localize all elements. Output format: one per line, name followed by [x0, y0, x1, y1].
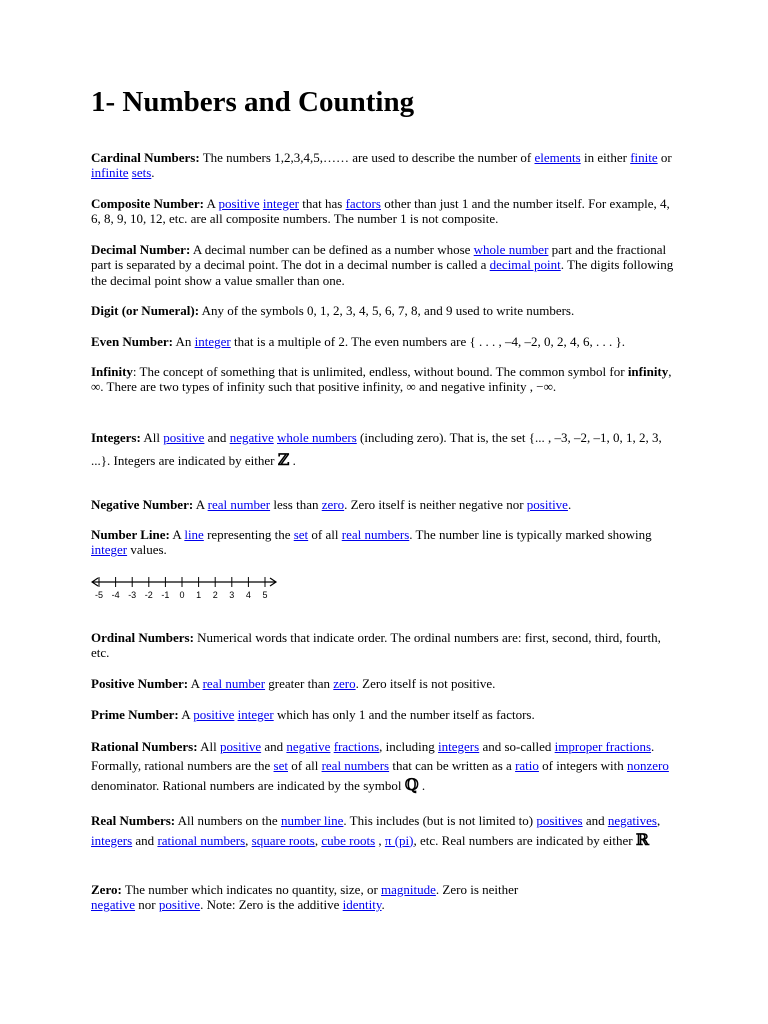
body-text: . The digits following the decimal point show a value smaller than one.: [91, 257, 674, 288]
glossary-link[interactable]: elements: [534, 150, 581, 165]
math-set-symbol: ℝ: [635, 829, 650, 849]
definition-positive-number: [91, 676, 681, 691]
glossary-link[interactable]: finite: [630, 150, 658, 165]
definition-negative-number: [91, 497, 681, 512]
body-text: An: [172, 334, 195, 349]
number-line-tick-label: 1: [196, 590, 202, 600]
glossary-link[interactable]: π (pi): [384, 832, 414, 848]
body-text: . Zero is neither: [435, 882, 519, 897]
term-label: Zero:: [91, 882, 122, 897]
body-text: . Formally, rational numbers are the: [91, 739, 655, 773]
glossary-link[interactable]: whole number: [473, 242, 549, 257]
body-text: .: [151, 165, 155, 181]
number-line-tick-label: -3: [128, 590, 137, 600]
body-text: or: [657, 150, 672, 165]
body-text: . Zero itself is neither negative nor: [344, 497, 527, 512]
term-label: Number Line:: [91, 527, 170, 542]
definition-composite-number: [91, 196, 681, 227]
definition-digit: [91, 303, 681, 318]
definition-rational-numbers: [91, 737, 681, 795]
glossary-link[interactable]: whole numbers: [276, 430, 357, 445]
body-text: . This includes (but is not limited to): [343, 813, 537, 828]
number-line-tick-label: 3: [229, 590, 235, 600]
term-label: Decimal Number:: [91, 242, 191, 257]
glossary-link[interactable]: real number: [202, 676, 266, 691]
glossary-link[interactable]: integer: [262, 196, 299, 211]
number-line-figure: [91, 571, 291, 607]
glossary-link[interactable]: factors: [345, 196, 381, 211]
body-text: Numerical words that indicate order. The ordinal numbers are: first, second, third, fourth, etc.: [91, 630, 661, 661]
glossary-link[interactable]: integer: [194, 334, 231, 349]
term-label: Cardinal Numbers:: [91, 150, 200, 165]
glossary-link[interactable]: negatives: [607, 813, 657, 828]
glossary-link[interactable]: positive: [218, 196, 260, 211]
glossary-link[interactable]: rational numbers: [157, 832, 246, 848]
number-line-tick-label: 2: [212, 590, 218, 600]
glossary-link[interactable]: improper fractions: [554, 739, 652, 754]
term-label: Infinity: [91, 364, 133, 379]
term-label: Positive Number:: [91, 676, 189, 691]
body-text: , ∞. There are two types of infinity such that positive infinity, ∞ and negative infinity , −∞.: [91, 364, 672, 395]
term-label: Digit (or Numeral):: [91, 303, 200, 318]
number-line-tick-label: 0: [179, 590, 185, 600]
body-text: of all: [308, 527, 342, 542]
glossary-link[interactable]: ratio: [515, 758, 539, 773]
body-text: A: [188, 676, 203, 691]
glossary-link[interactable]: integer: [91, 542, 128, 558]
number-line-tick-label: 5: [262, 590, 268, 600]
glossary-link[interactable]: decimal point: [489, 257, 561, 273]
glossary-link[interactable]: cube roots: [321, 832, 376, 848]
body-text: .: [381, 897, 385, 913]
glossary-link[interactable]: sets: [131, 165, 152, 181]
body-text: less than: [270, 497, 322, 512]
glossary-link[interactable]: nonzero: [627, 758, 669, 773]
body-text: , etc. Real numbers are indicated by either: [413, 832, 636, 848]
body-text: denominator. Rational numbers are indicated by the symbol: [91, 778, 405, 793]
glossary-link[interactable]: positive: [158, 897, 201, 913]
math-set-symbol: ℤ: [277, 450, 290, 469]
body-text: ,: [314, 832, 322, 848]
body-text: and: [204, 430, 230, 445]
glossary-link[interactable]: real numbers: [341, 527, 410, 542]
body-text: , including: [379, 739, 439, 754]
glossary-link[interactable]: positive: [193, 707, 235, 722]
glossary-link[interactable]: set: [293, 527, 309, 542]
body-text: that is a multiple of 2. The even numbers are { . . . , –4, –2, 0, 2, 4, 6, . . . }.: [230, 334, 625, 349]
term-label: Integers:: [91, 430, 141, 445]
body-text: representing the: [203, 527, 294, 542]
body-text: and: [582, 813, 608, 828]
body-text: All numbers on the: [175, 813, 281, 828]
body-text: part and the fractional part is separated by a decimal point. The dot in a decimal number is called a: [91, 242, 667, 273]
term-label: Even Number:: [91, 334, 173, 349]
body-text: All: [197, 739, 220, 754]
term-label: Negative Number:: [91, 497, 194, 512]
definition-zero: [91, 882, 521, 913]
body-text: and: [132, 832, 158, 848]
definition-integers: [91, 427, 681, 472]
number-line-tick-label: -5: [94, 590, 104, 600]
body-text: A: [193, 497, 208, 512]
body-text: A: [204, 196, 219, 211]
definition-infinity: [91, 364, 681, 395]
body-text: values.: [127, 542, 167, 558]
glossary-link[interactable]: positive: [163, 430, 205, 445]
body-text: ,: [656, 813, 661, 828]
body-text: . Zero itself is not positive.: [355, 676, 496, 691]
body-text: that has: [299, 196, 346, 211]
glossary-link[interactable]: positive: [526, 497, 568, 512]
definition-cardinal-numbers: [91, 150, 681, 181]
body-text: The numbers 1,2,3,4,5,…… are used to describe the number of: [199, 150, 535, 165]
body-text: which has only 1 and the number itself as factors.: [273, 707, 535, 722]
body-text: of integers with: [538, 758, 627, 773]
body-text: A decimal number can be defined as a number whose: [190, 242, 474, 257]
math-set-symbol: ℚ: [404, 775, 419, 794]
body-text: . Note: Zero is the additive: [200, 897, 343, 913]
definition-decimal-number: [91, 242, 681, 288]
definition-even-number: [91, 334, 681, 349]
term-label: Composite Number:: [91, 196, 205, 211]
body-text: The number which indicates no quantity, size, or: [121, 882, 382, 897]
body-text: ,: [245, 832, 252, 848]
body-text: and so-called: [479, 739, 555, 754]
body-text: A: [178, 707, 194, 722]
glossary-link[interactable]: real numbers: [321, 758, 390, 773]
glossary-link[interactable]: integers: [91, 832, 133, 848]
glossary-link[interactable]: infinite: [91, 165, 129, 181]
definition-ordinal-numbers: [91, 630, 681, 661]
number-line-tick-label: -4: [111, 590, 120, 600]
number-line-tick-label: -1: [161, 590, 170, 600]
definition-real-numbers: [91, 812, 676, 850]
glossary-link[interactable]: line: [184, 527, 204, 542]
body-text: greater than: [265, 676, 334, 691]
glossary-link[interactable]: integers: [438, 739, 480, 754]
body-text: that can be written as a: [389, 758, 516, 773]
glossary-link[interactable]: number line: [280, 813, 344, 828]
glossary-link[interactable]: zero: [321, 497, 345, 512]
body-text: . The number line is typically marked showing: [409, 527, 652, 542]
glossary-link[interactable]: magnitude: [381, 882, 436, 897]
term-label: Ordinal Numbers:: [91, 630, 194, 645]
glossary-link[interactable]: positives: [536, 813, 583, 828]
body-text: : The concept of something that is unlimited, endless, without bound. The common symbol for: [132, 364, 628, 379]
glossary-link[interactable]: integer: [237, 707, 274, 722]
body-text: A: [169, 527, 185, 542]
body-text: of all: [288, 758, 322, 773]
body-text: nor: [135, 897, 159, 913]
glossary-link[interactable]: negative: [91, 897, 136, 913]
body-text: ,: [375, 832, 385, 848]
number-line-tick-label: -2: [144, 590, 153, 600]
glossary-link[interactable]: set: [273, 758, 288, 773]
body-text: .: [418, 778, 426, 793]
term-label: Rational Numbers:: [91, 739, 198, 754]
definition-prime-number: [91, 707, 681, 722]
body-text: .: [567, 497, 572, 512]
glossary-link[interactable]: positive: [219, 739, 262, 754]
glossary-link[interactable]: identity: [342, 897, 382, 913]
body-text: All: [140, 430, 164, 445]
number-line-tick-label: 4: [245, 590, 251, 600]
page-title: 1- Numbers and Counting: [91, 86, 415, 118]
body-text: (including zero). That is, the set {... , –3, –2, –1, 0, 1, 2, 3, ...}. Integers are indicated by either: [91, 430, 662, 468]
glossary-link[interactable]: zero: [333, 676, 356, 691]
definition-number-line: [91, 527, 681, 558]
body-text: other than just 1 and the number itself. For example, 4, 6, 8, 9, 10, 12, etc. are all composite numbers. The number 1 is not composite.: [91, 196, 670, 227]
glossary-link[interactable]: fractions: [333, 739, 380, 754]
term-label: Prime Number:: [91, 707, 179, 722]
term-label: Real Numbers:: [91, 813, 176, 828]
glossary-link[interactable]: real number: [207, 497, 271, 512]
body-text: in either: [580, 150, 631, 165]
body-text: and: [261, 739, 287, 754]
body-text: Any of the symbols 0, 1, 2, 3, 4, 5, 6, 7, 8, and 9 used to write numbers.: [199, 303, 575, 318]
glossary-link[interactable]: negative: [286, 739, 331, 754]
term-label: infinity: [627, 364, 669, 379]
glossary-link[interactable]: square roots: [251, 832, 315, 848]
body-text: .: [289, 453, 296, 468]
glossary-link[interactable]: negative: [229, 430, 274, 445]
